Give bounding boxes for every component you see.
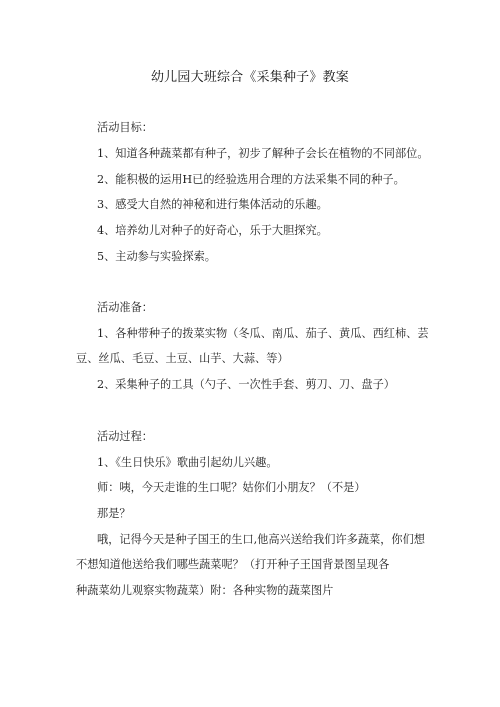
document-title: 幼儿园大班综合《采集种子》教案 [150, 70, 349, 85]
goal-item: 5、主动参与实验探索。 [97, 250, 216, 263]
process-line: 种蔬菜幼儿观察实物蔬菜）附：各种实物的蔬菜图片 [76, 584, 334, 597]
goal-item: 2、能积极的运用H已的经验选用合理的方法采集不同的种子。 [97, 173, 405, 186]
process-line: 那是？ [97, 507, 131, 520]
prep-item-1: 1、各种带种子的拨菜实物（冬瓜、南瓜、茄子、黄瓜、西红柿、芸 [97, 327, 429, 340]
process-line: 不想知道他送给我们哪些蔬菜呢？（打开种子王国背景图呈现各 [76, 558, 390, 571]
process-line: 师：咦，今天走谁的生口呢？姑你们小朋友？（不是） [97, 481, 366, 494]
process-line: 哦，记得今天是种子国王的生口,他高兴送给我们许多蔬菜，你们想 [97, 533, 425, 546]
process-line: 1、《生日快乐》歌曲引起幼儿兴趣。 [97, 456, 278, 469]
goal-item: 3、感受大自然的神秘和进行集体活动的乐趣。 [97, 198, 328, 211]
goal-item: 1、知道各种蔬菜都有种子，初步了解种子会长在植物的不同部位。 [97, 147, 429, 160]
goal-item: 4、培养幼儿对种子的好奇心，乐于大胆探究。 [97, 224, 328, 237]
prep-item-2: 2、采集种子的工具（勺子、一次性手套、剪刀、刀、盘子） [97, 378, 395, 391]
goals-heading: 活动目标： [97, 121, 153, 134]
process-heading: 活动过程： [97, 430, 153, 443]
prep-heading: 活动准备： [97, 301, 153, 314]
prep-item-1-cont: 豆、丝瓜、毛豆、土豆、山芋、大蒜、等） [76, 352, 289, 365]
